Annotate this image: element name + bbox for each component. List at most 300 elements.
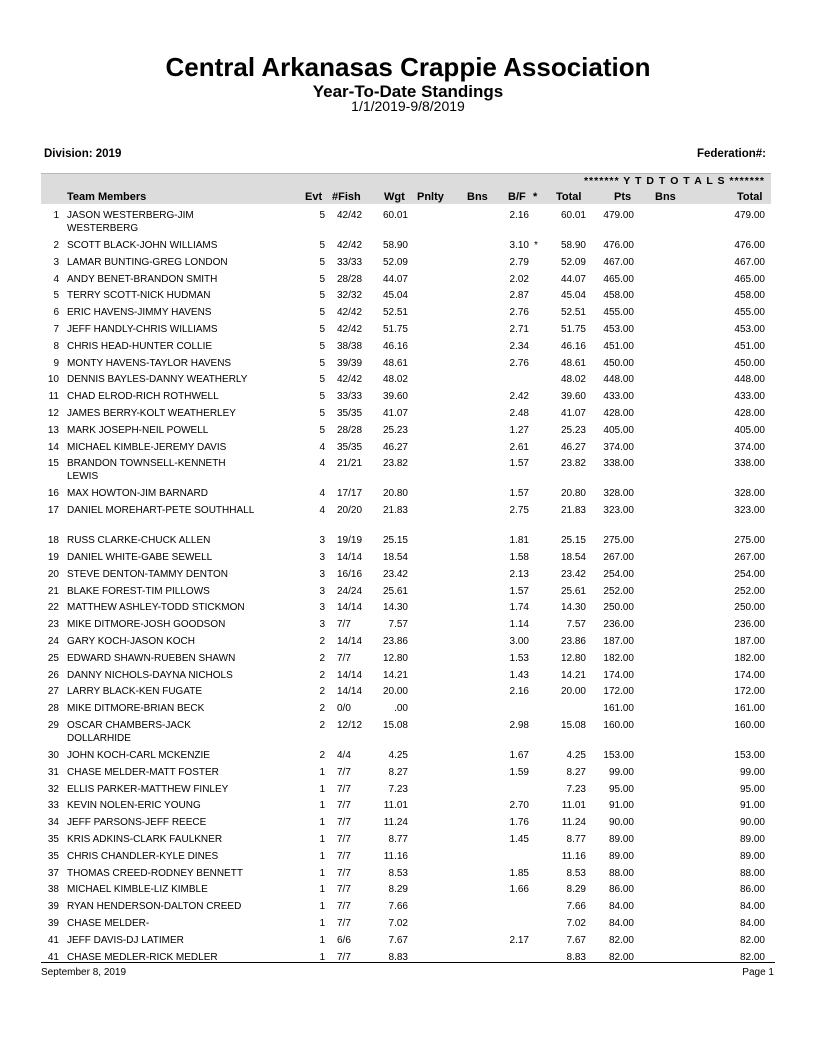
ytd-total-cell: 82.00: [739, 951, 765, 963]
team-members-cell: KRIS ADKINS-CLARK FAULKNER: [67, 834, 223, 845]
fish-count-cell: 14/14: [337, 602, 363, 614]
ytd-total-cell: 479.00: [734, 210, 765, 221]
rank-cell: 27: [47, 686, 59, 698]
fish-count-cell: 28/28: [337, 424, 363, 436]
fish-count-cell: 42/42: [337, 210, 363, 221]
big-fish-cell: 1.67: [509, 750, 529, 761]
ytd-total-cell: 374.00: [734, 441, 765, 453]
team-members-cell: JEFF DAVIS-DJ LATIMER: [67, 934, 184, 946]
evt-cell: 5: [319, 240, 325, 251]
fish-count-cell: 21/21: [337, 458, 363, 470]
weight-cell: 7.67: [388, 934, 408, 946]
evt-cell: 4: [319, 441, 325, 453]
weight-cell: 11.01: [383, 800, 408, 812]
total-cell: 20.00: [560, 686, 586, 698]
weight-cell: 11.16: [383, 850, 408, 862]
rank-cell: 37: [47, 867, 59, 879]
big-fish-star-cell: *: [534, 240, 538, 251]
evt-cell: 1: [319, 783, 325, 795]
big-fish-cell: 1.57: [509, 585, 529, 597]
rank-cell: 22: [47, 602, 59, 614]
fish-count-cell: 42/42: [337, 307, 363, 319]
team-members-cell: STEVE DENTON-TAMMY DENTON: [67, 568, 228, 580]
total-cell: 7.66: [566, 901, 586, 913]
ytd-total-cell: 328.00: [734, 488, 765, 500]
points-cell: 90.00: [608, 817, 634, 829]
fish-count-cell: 32/32: [337, 290, 363, 302]
total-cell: 46.16: [560, 340, 586, 352]
weight-cell: 52.51: [382, 307, 408, 319]
evt-cell: 5: [319, 210, 325, 221]
fish-count-cell: 12/12: [337, 720, 363, 731]
weight-cell: 52.09: [382, 256, 408, 268]
fish-count-cell: 14/14: [337, 669, 363, 681]
fish-count-cell: 38/38: [337, 340, 363, 352]
team-members-cell: MIKE DITMORE-BRIAN BECK: [67, 703, 205, 715]
rank-cell: 16: [47, 488, 59, 500]
big-fish-cell: 2.75: [509, 505, 529, 517]
ytd-total-cell: 338.00: [734, 458, 765, 470]
ytd-total-cell: 465.00: [734, 273, 765, 285]
weight-cell: 14.21: [382, 669, 408, 681]
weight-cell: 20.80: [382, 488, 408, 500]
team-members-cell: CHRIS CHANDLER-KYLE DINES: [67, 850, 219, 862]
total-cell: 12.80: [560, 652, 586, 664]
weight-cell: 14.30: [382, 602, 408, 614]
evt-cell: 1: [319, 934, 325, 946]
ytd-total-cell: 99.00: [739, 766, 765, 778]
team-members-cell: MAX HOWTON-JIM BARNARD: [67, 488, 208, 500]
evt-cell: 5: [319, 374, 325, 386]
team-members-cell: MONTY HAVENS-TAYLOR HAVENS: [67, 357, 232, 369]
total-cell: 18.54: [560, 552, 586, 563]
weight-cell: 46.16: [382, 340, 408, 352]
team-members-cell: RUSS CLARKE-CHUCK ALLEN: [67, 535, 211, 547]
points-cell: 451.00: [603, 340, 634, 352]
total-cell: 60.01: [560, 210, 586, 221]
evt-cell: 4: [319, 458, 325, 470]
big-fish-cell: 2.13: [509, 568, 529, 580]
team-members-cell: ANDY BENET-BRANDON SMITH: [67, 273, 218, 285]
rank-cell: 31: [47, 766, 59, 778]
total-cell: 14.21: [560, 669, 586, 681]
team-members-cell: LARRY BLACK-KEN FUGATE: [67, 686, 203, 698]
rank-cell: 30: [47, 750, 59, 761]
fish-count-cell: 7/7: [337, 884, 351, 896]
big-fish-cell: 1.45: [509, 834, 529, 845]
rank-cell: 9: [53, 357, 59, 369]
points-cell: 160.00: [603, 720, 634, 731]
points-cell: 374.00: [603, 441, 634, 453]
rank-cell: 34: [47, 817, 59, 829]
footer-page-number: Page 1: [742, 967, 774, 978]
weight-cell: 25.23: [382, 424, 408, 436]
ytd-total-cell: 467.00: [734, 256, 765, 268]
total-cell: 52.09: [560, 256, 586, 268]
evt-cell: 1: [319, 951, 325, 963]
weight-cell: 39.60: [382, 391, 408, 403]
col-ytd-bns: Bns: [655, 191, 676, 203]
weight-cell: 23.42: [382, 568, 408, 580]
col-bf: B/F: [508, 191, 526, 203]
weight-cell: 20.00: [382, 686, 408, 698]
rank-cell: 11: [48, 391, 59, 403]
fish-count-cell: 7/7: [337, 817, 351, 829]
points-cell: 95.00: [608, 783, 634, 795]
team-members-cell: DANNY NICHOLS-DAYNA NICHOLS: [67, 669, 233, 681]
rank-cell: 7: [53, 324, 59, 335]
evt-cell: 4: [319, 505, 325, 517]
evt-cell: 3: [319, 602, 325, 614]
total-cell: 48.61: [560, 357, 586, 369]
ytd-total-cell: 82.00: [739, 934, 765, 946]
rank-cell: 15: [47, 458, 59, 470]
ytd-total-cell: 252.00: [734, 585, 765, 597]
fish-count-cell: 16/16: [337, 568, 363, 580]
weight-cell: 18.54: [382, 552, 408, 563]
rank-cell: 10: [47, 374, 59, 386]
points-cell: 252.00: [603, 585, 634, 597]
team-members-cell: CHASE MEDLER-RICK MEDLER: [67, 951, 218, 963]
points-cell: 84.00: [608, 901, 634, 913]
fish-count-cell: 33/33: [337, 391, 363, 403]
weight-cell: 7.66: [388, 901, 408, 913]
team-members-cell: BRANDON TOWNSELL-KENNETH LEWIS: [67, 458, 226, 483]
total-cell: 8.29: [566, 884, 586, 896]
big-fish-cell: 3.10: [509, 240, 529, 251]
evt-cell: 2: [319, 669, 325, 681]
total-cell: 15.08: [560, 720, 586, 731]
ytd-total-cell: 160.00: [734, 720, 765, 731]
points-cell: 82.00: [608, 951, 634, 963]
team-members-cell: JEFF HANDLY-CHRIS WILLIAMS: [67, 324, 218, 335]
rank-cell: 12: [47, 408, 59, 419]
total-cell: 39.60: [560, 391, 586, 403]
ytd-total-cell: 88.00: [739, 867, 765, 879]
evt-cell: 1: [319, 800, 325, 812]
weight-cell: 25.61: [382, 585, 408, 597]
evt-cell: 2: [319, 703, 325, 715]
col-fish: #Fish: [332, 191, 361, 203]
evt-cell: 3: [319, 552, 325, 563]
fish-count-cell: 0/0: [337, 703, 351, 715]
ytd-total-cell: 161.00: [734, 703, 765, 715]
points-cell: 86.00: [608, 884, 634, 896]
team-members-cell: JASON WESTERBERG-JIM WESTERBERG: [67, 210, 194, 234]
points-cell: 88.00: [608, 867, 634, 879]
big-fish-cell: 1.14: [509, 619, 529, 631]
rank-cell: 17: [47, 505, 59, 517]
col-ytd-total: Total: [737, 191, 763, 203]
col-pts: Pts: [614, 191, 632, 203]
fish-count-cell: 24/24: [337, 585, 363, 597]
fish-count-cell: 6/6: [337, 934, 351, 946]
points-cell: 187.00: [603, 636, 634, 647]
fish-count-cell: 14/14: [337, 552, 363, 563]
table-header: [41, 173, 771, 204]
weight-cell: 11.24: [383, 817, 408, 829]
rank-cell: 39: [47, 901, 59, 913]
weight-cell: 60.01: [382, 210, 408, 221]
rank-cell: 24: [47, 636, 59, 647]
rank-cell: 3: [53, 256, 59, 268]
total-cell: 20.80: [560, 488, 586, 500]
report-subtitle: Year-To-Date Standings: [312, 82, 504, 101]
points-cell: 84.00: [608, 918, 634, 929]
team-members-cell: BLAKE FOREST-TIM PILLOWS: [67, 585, 210, 597]
points-cell: 236.00: [603, 619, 634, 631]
team-members-cell: ELLIS PARKER-MATTHEW FINLEY: [67, 783, 229, 795]
points-cell: 161.00: [603, 703, 634, 715]
points-cell: 428.00: [603, 408, 634, 419]
weight-cell: 25.15: [382, 535, 408, 547]
weight-cell: 21.83: [382, 505, 408, 517]
big-fish-cell: 2.87: [509, 290, 529, 302]
rank-cell: 39: [47, 918, 59, 929]
points-cell: 82.00: [608, 934, 634, 946]
team-members-cell: KEVIN NOLEN-ERIC YOUNG: [67, 800, 201, 812]
points-cell: 267.00: [603, 552, 634, 563]
rank-cell: 1: [53, 210, 59, 221]
weight-cell: 7.57: [388, 619, 408, 631]
points-cell: 174.00: [603, 669, 634, 681]
team-members-cell: MIKE DITMORE-JOSH GOODSON: [67, 619, 226, 631]
points-cell: 275.00: [603, 535, 634, 547]
weight-cell: 46.27: [382, 441, 408, 453]
total-cell: 23.82: [560, 458, 586, 470]
fish-count-cell: 14/14: [337, 636, 363, 647]
rank-cell: 23: [47, 619, 59, 631]
weight-cell: 41.07: [382, 408, 408, 419]
points-cell: 476.00: [603, 240, 634, 251]
team-members-cell: CHAD ELROD-RICH ROTHWELL: [67, 391, 219, 403]
big-fish-cell: 2.16: [509, 686, 529, 698]
big-fish-cell: 1.76: [509, 817, 529, 829]
rank-cell: 13: [47, 424, 59, 436]
points-cell: 172.00: [603, 686, 634, 698]
weight-cell: 51.75: [382, 324, 408, 335]
rank-cell: 29: [47, 720, 59, 731]
weight-cell: 44.07: [382, 273, 408, 285]
total-cell: 11.24: [561, 817, 586, 829]
total-cell: 52.51: [560, 307, 586, 319]
weight-cell: 48.61: [382, 357, 408, 369]
total-cell: 11.16: [561, 850, 586, 862]
points-cell: 254.00: [603, 568, 634, 580]
ytd-total-cell: 86.00: [739, 884, 765, 896]
evt-cell: 5: [319, 408, 325, 419]
total-cell: 11.01: [561, 800, 586, 812]
big-fish-cell: 2.48: [509, 408, 529, 419]
team-members-cell: DANIEL MOREHART-PETE SOUTHHALL: [67, 505, 255, 517]
ytd-total-cell: 455.00: [734, 307, 765, 319]
ytd-total-cell: 428.00: [734, 408, 765, 419]
report-date-range: 1/1/2019-9/8/2019: [351, 98, 465, 114]
rank-cell: 35: [47, 834, 59, 845]
evt-cell: 1: [319, 867, 325, 879]
ytd-total-cell: 453.00: [734, 324, 765, 335]
points-cell: 467.00: [603, 256, 634, 268]
evt-cell: 5: [319, 290, 325, 302]
points-cell: 91.00: [608, 800, 634, 812]
total-cell: 23.42: [560, 568, 586, 580]
evt-cell: 5: [319, 391, 325, 403]
total-cell: 8.53: [566, 867, 586, 879]
weight-cell: 45.04: [382, 290, 408, 302]
team-members-cell: DANIEL WHITE-GABE SEWELL: [67, 552, 213, 563]
evt-cell: 3: [319, 585, 325, 597]
federation-label: Federation#:: [696, 148, 766, 160]
team-members-cell: JAMES BERRY-KOLT WEATHERLEY: [67, 408, 236, 419]
total-cell: 44.07: [560, 273, 586, 285]
big-fish-cell: 1.85: [509, 867, 529, 879]
total-cell: 8.77: [566, 834, 586, 845]
team-members-cell: SCOTT BLACK-JOHN WILLIAMS: [67, 240, 218, 251]
points-cell: 455.00: [603, 307, 634, 319]
footer-divider: [41, 962, 775, 963]
evt-cell: 1: [319, 884, 325, 896]
big-fish-cell: 1.81: [509, 535, 529, 547]
points-cell: 448.00: [603, 374, 634, 386]
ytd-total-cell: 476.00: [734, 240, 765, 251]
big-fish-cell: 2.42: [509, 391, 529, 403]
weight-cell: 8.27: [388, 766, 408, 778]
big-fish-cell: 2.02: [509, 273, 529, 285]
fish-count-cell: 19/19: [337, 535, 363, 547]
points-cell: 458.00: [603, 290, 634, 302]
ytd-total-cell: 95.00: [739, 783, 765, 795]
ytd-total-cell: 182.00: [734, 652, 765, 664]
points-cell: 338.00: [603, 458, 634, 470]
points-cell: 99.00: [608, 766, 634, 778]
ytd-total-cell: 174.00: [734, 669, 765, 681]
weight-cell: 58.90: [382, 240, 408, 251]
team-members-cell: OSCAR CHAMBERS-JACK DOLLARHIDE: [67, 720, 191, 744]
rank-cell: 20: [47, 568, 59, 580]
team-members-cell: TERRY SCOTT-NICK HUDMAN: [67, 290, 211, 302]
col-bf-star: *: [533, 191, 538, 203]
evt-cell: 3: [319, 619, 325, 631]
evt-cell: 5: [319, 357, 325, 369]
big-fish-cell: 1.66: [509, 884, 529, 896]
total-cell: 7.67: [566, 934, 586, 946]
total-cell: 7.23: [566, 783, 586, 795]
rank-cell: 21: [47, 585, 59, 597]
big-fish-cell: 1.57: [509, 488, 529, 500]
big-fish-cell: 2.61: [509, 441, 529, 453]
evt-cell: 5: [319, 307, 325, 319]
big-fish-cell: 1.58: [509, 552, 529, 563]
col-pnlty: Pnlty: [417, 191, 444, 203]
ytd-total-cell: 84.00: [739, 918, 765, 929]
rank-cell: 5: [53, 290, 59, 302]
evt-cell: 2: [319, 636, 325, 647]
team-members-cell: JOHN KOCH-CARL MCKENZIE: [67, 750, 210, 761]
weight-cell: .00: [394, 703, 408, 715]
fish-count-cell: 7/7: [337, 834, 351, 845]
total-cell: 25.15: [560, 535, 586, 547]
weight-cell: 7.02: [388, 918, 408, 929]
total-cell: 7.57: [566, 619, 586, 631]
fish-count-cell: 7/7: [337, 766, 351, 778]
big-fish-cell: 2.98: [509, 720, 529, 731]
evt-cell: 1: [319, 901, 325, 913]
fish-count-cell: 14/14: [337, 686, 363, 698]
rank-cell: 18: [47, 535, 59, 547]
fish-count-cell: 7/7: [337, 619, 351, 631]
points-cell: 405.00: [603, 424, 634, 436]
total-cell: 23.86: [560, 636, 586, 647]
ytd-total-cell: 91.00: [739, 800, 765, 812]
fish-count-cell: 7/7: [337, 652, 351, 664]
ytd-total-cell: 172.00: [734, 686, 765, 698]
big-fish-cell: 2.71: [509, 324, 529, 335]
ytd-total-cell: 451.00: [734, 340, 765, 352]
fish-count-cell: 20/20: [337, 505, 363, 517]
total-cell: 7.02: [566, 918, 586, 929]
ytd-total-cell: 84.00: [739, 901, 765, 913]
team-members-cell: JEFF PARSONS-JEFF REECE: [67, 817, 207, 829]
team-members-cell: RYAN HENDERSON-DALTON CREED: [67, 901, 242, 913]
evt-cell: 3: [319, 535, 325, 547]
team-members-cell: MICHAEL KIMBLE-LIZ KIMBLE: [67, 884, 208, 896]
evt-cell: 5: [319, 256, 325, 268]
weight-cell: 8.83: [388, 951, 408, 963]
total-cell: 48.02: [560, 374, 586, 386]
points-cell: 323.00: [603, 505, 634, 517]
evt-cell: 2: [319, 750, 325, 761]
points-cell: 89.00: [608, 834, 634, 845]
ytd-total-cell: 254.00: [734, 568, 765, 580]
ytd-total-cell: 90.00: [739, 817, 765, 829]
team-members-cell: CHRIS HEAD-HUNTER COLLIE: [67, 340, 213, 352]
weight-cell: 8.29: [388, 884, 408, 896]
total-cell: 25.61: [560, 585, 586, 597]
fish-count-cell: 17/17: [337, 488, 363, 500]
col-wgt: Wgt: [384, 191, 405, 203]
evt-cell: 2: [319, 686, 325, 698]
ytd-total-cell: 187.00: [734, 636, 765, 647]
big-fish-cell: 2.70: [509, 800, 529, 812]
big-fish-cell: 3.00: [509, 636, 529, 647]
fish-count-cell: 7/7: [337, 867, 351, 879]
big-fish-cell: 1.74: [509, 602, 529, 614]
division-label: Division: 2019: [44, 148, 122, 160]
big-fish-cell: 2.17: [509, 934, 529, 946]
total-cell: 8.83: [566, 951, 586, 963]
rank-cell: 26: [47, 669, 59, 681]
points-cell: 453.00: [603, 324, 634, 335]
fish-count-cell: 4/4: [337, 750, 351, 761]
total-cell: 21.83: [560, 505, 586, 517]
fish-count-cell: 7/7: [337, 901, 351, 913]
ytd-total-cell: 89.00: [739, 834, 765, 845]
ytd-total-cell: 236.00: [734, 619, 765, 631]
big-fish-cell: 2.76: [509, 357, 529, 369]
fish-count-cell: 7/7: [337, 918, 351, 929]
evt-cell: 1: [319, 817, 325, 829]
col-bns: Bns: [467, 191, 488, 203]
ytd-total-cell: 267.00: [734, 552, 765, 563]
fish-count-cell: 7/7: [337, 783, 351, 795]
weight-cell: 7.23: [388, 783, 408, 795]
total-cell: 41.07: [560, 408, 586, 419]
total-cell: 25.23: [560, 424, 586, 436]
rank-cell: 38: [47, 884, 59, 896]
evt-cell: 1: [319, 918, 325, 929]
weight-cell: 12.80: [382, 652, 408, 664]
rank-cell: 35: [47, 850, 59, 862]
